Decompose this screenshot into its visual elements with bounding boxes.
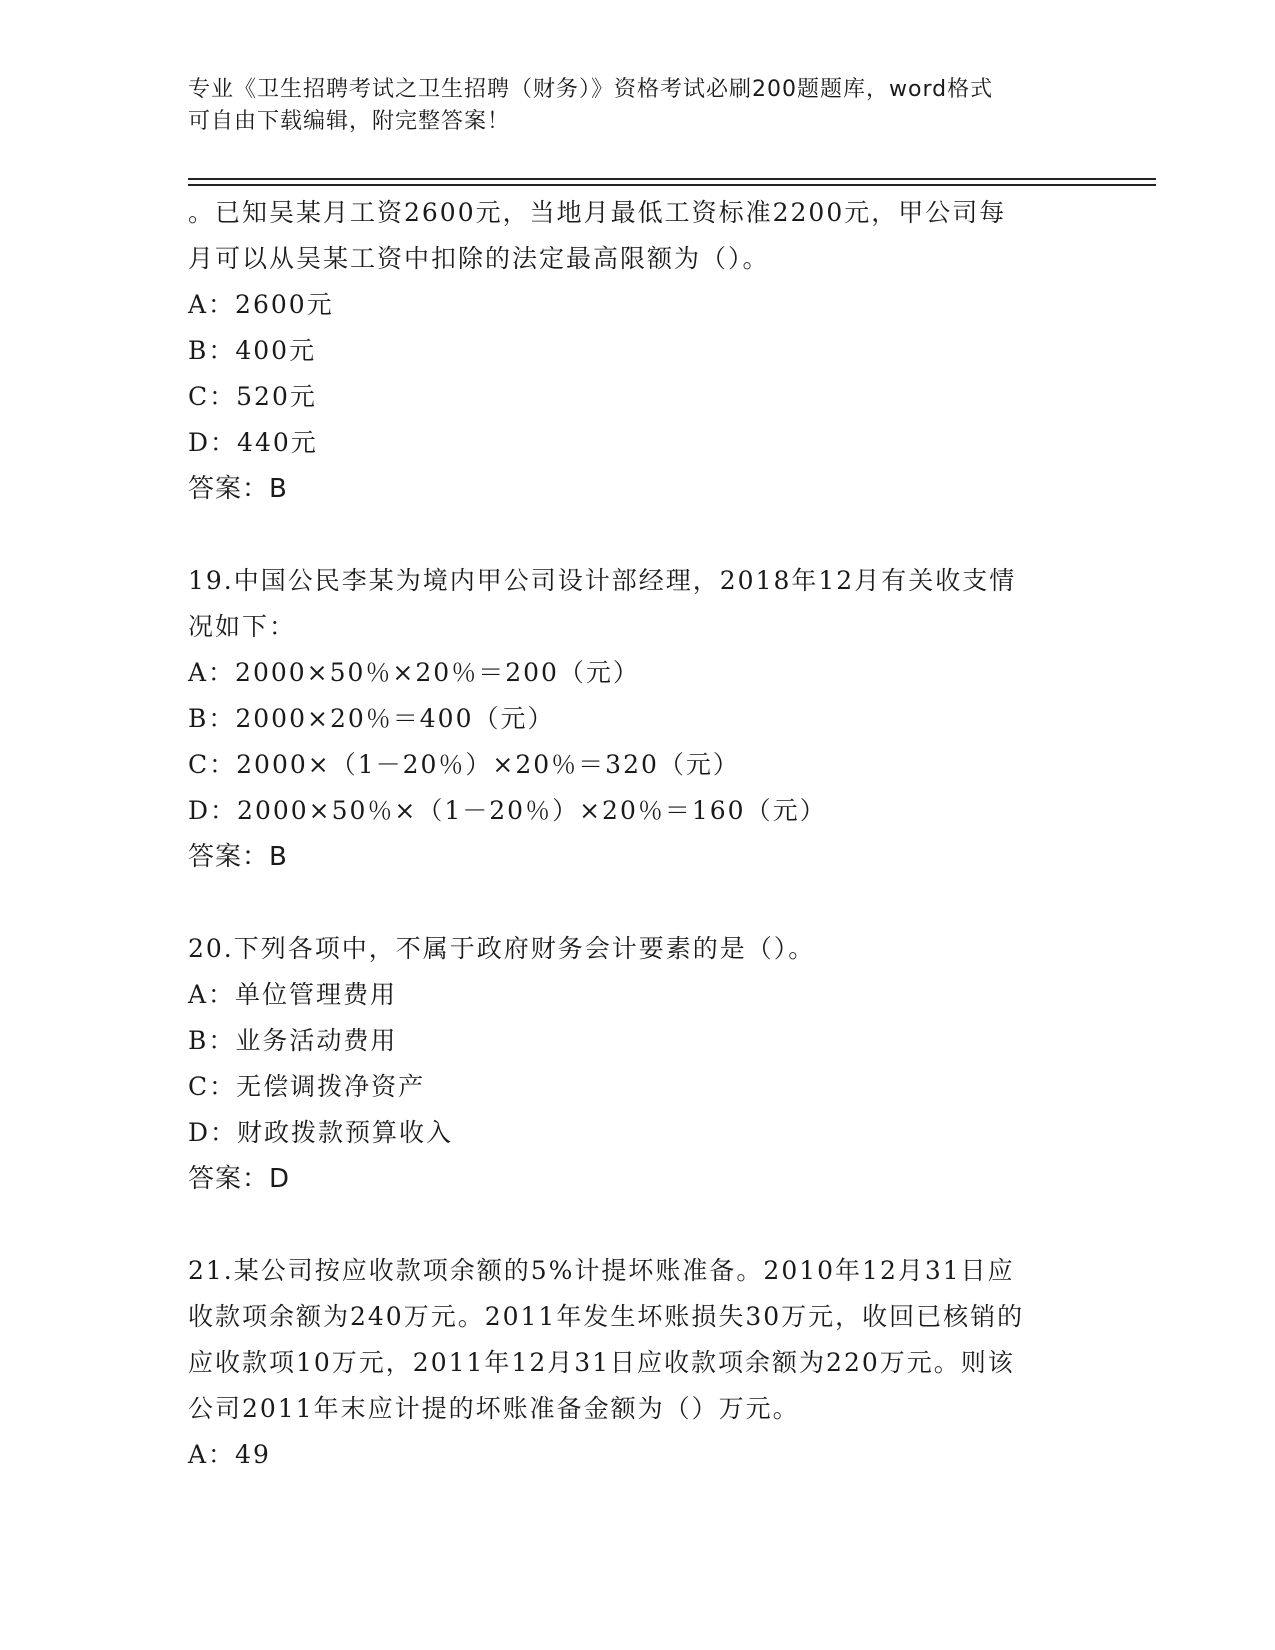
question-stem-line: 21.某公司按应收款项余额的5%计提坏账准备。2010年12月31日应 xyxy=(188,1256,1015,1285)
question-stem-line: 公司2011年末应计提的坏账准备金额为（）万元。 xyxy=(188,1394,800,1423)
question-stem-line: 。已知吴某月工资2600元，当地月最低工资标准2200元，甲公司每 xyxy=(188,198,1007,227)
option-a: A：单位管理费用 xyxy=(188,980,398,1009)
header-line-1: 专业《卫生招聘考试之卫生招聘（财务）》资格考试必刷200题题库，word格式 xyxy=(188,77,994,102)
option-b: B：400元 xyxy=(188,336,317,365)
answer: 答案：B xyxy=(188,474,288,504)
option-a: A：49 xyxy=(188,1440,271,1469)
question-stem-line: 况如下： xyxy=(188,612,297,641)
document-header xyxy=(188,74,1088,138)
option-d: D：440元 xyxy=(188,428,318,457)
option-a: A：2600元 xyxy=(188,290,334,319)
question-stem-line: 月可以从吴某工资中扣除的法定最高限额为（）。 xyxy=(188,244,770,273)
spacer xyxy=(188,512,1088,558)
spacer xyxy=(188,880,1088,926)
question-stem-line: 20.下列各项中，不属于政府财务会计要素的是（）。 xyxy=(188,934,816,963)
question-21 xyxy=(188,1248,1088,1478)
question-stem-line: 应收款项10万元，2011年12月31日应收款项余额为220万元。则该 xyxy=(188,1348,1015,1377)
option-d: D：2000×50％×（1－20％）×20％＝160（元） xyxy=(188,796,827,825)
header-line-2: 可自由下载编辑，附完整答案！ xyxy=(188,109,511,134)
question-stem-line: 19.中国公民李某为境内甲公司设计部经理，2018年12月有关收支情 xyxy=(188,566,1017,595)
option-d: D：财政拨款预算收入 xyxy=(188,1118,454,1147)
question-18 xyxy=(188,190,1088,512)
spacer xyxy=(188,1202,1088,1248)
question-19 xyxy=(188,558,1088,880)
option-b: B：业务活动费用 xyxy=(188,1026,398,1055)
option-c: C：2000×（1－20％）×20％＝320（元） xyxy=(188,750,740,779)
question-20 xyxy=(188,926,1088,1202)
option-a: A：2000×50％×20％＝200（元） xyxy=(188,658,640,687)
answer: 答案：D xyxy=(188,1164,291,1194)
question-stem-line: 收款项余额为240万元。2011年发生坏账损失30万元，收回已核销的 xyxy=(188,1302,1025,1331)
option-c: C：520元 xyxy=(188,382,317,411)
header-divider-top xyxy=(188,178,1156,180)
option-c: C：无偿调拨净资产 xyxy=(188,1072,426,1101)
option-b: B：2000×20％＝400（元） xyxy=(188,704,555,733)
header-divider-bottom xyxy=(188,184,1156,186)
question-list xyxy=(188,190,1088,1478)
answer: 答案：B xyxy=(188,842,288,872)
